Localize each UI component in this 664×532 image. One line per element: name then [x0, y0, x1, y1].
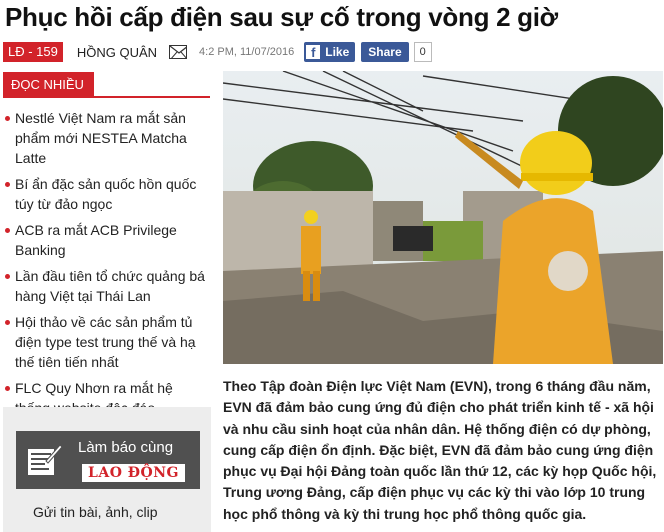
- most-read-header: [3, 72, 210, 98]
- list-item[interactable]: Bí ẩn đặc sản quốc hồn quốc túy từ đảo ngọc: [3, 174, 210, 214]
- facebook-f-icon: f: [306, 45, 320, 59]
- list-item[interactable]: Nestlé Việt Nam ra mắt sản phẩm mới NESTEA Matcha Latte: [3, 108, 210, 168]
- publish-time: 4:2 PM, 11/07/2016: [199, 46, 295, 58]
- facebook-like-button[interactable]: [304, 42, 355, 62]
- list-item[interactable]: Hội thảo về các sản phẩm tủ điện type test trung thế và hạ thế tiên tiến nhất: [3, 312, 210, 372]
- share-count: 0: [414, 42, 432, 62]
- promo-cta[interactable]: Gửi tin bài, ảnh, clip: [33, 504, 158, 520]
- most-read-list: [3, 108, 210, 418]
- article-lead: Theo Tập đoàn Điện lực Việt Nam (EVN), trong 6 tháng đầu năm, EVN đã đảm bảo cung ứng đủ điện cho phát triển kinh tế - xã hội và nhu cầu sinh hoạt của nhân dân. Hệ thống điện có dự phòng, cung cấp điện ổn định. Đặc biệt, EVN đã đảm bảo cung ứng điện phục vụ Đại hội Đảng toàn quốc lần thứ 12, các kỳ họp Quốc hội, Trung ương Đảng, cấp điện phục vụ các kỳ thi vào lớp 10 trung học phổ thông và kỳ thi trung học phổ thông quốc gia.: [223, 378, 657, 522]
- article-photo: [223, 71, 663, 364]
- newspaper-pen-icon: [26, 441, 62, 479]
- promo-banner[interactable]: [16, 431, 200, 489]
- most-read-sidebar: [3, 72, 210, 424]
- list-item[interactable]: Lần đầu tiên tổ chức quảng bá hàng Việt tại Thái Lan: [3, 266, 210, 306]
- lao-dong-logo: LAO ĐỘNG: [82, 464, 185, 482]
- promo-title: Làm báo cùng: [78, 439, 174, 456]
- author-name[interactable]: HỒNG QUÂN: [76, 44, 158, 60]
- list-item[interactable]: ACB ra mắt ACB Privilege Banking: [3, 220, 210, 260]
- envelope-icon[interactable]: [169, 45, 187, 59]
- category-badge[interactable]: LĐ - 159: [3, 42, 63, 62]
- share-button[interactable]: Share: [361, 42, 408, 62]
- article-meta: [3, 41, 432, 63]
- contribute-promo[interactable]: [3, 407, 211, 532]
- most-read-heading: ĐỌC NHIỀU: [3, 72, 94, 98]
- list-item[interactable]: FLC Quy Nhơn ra mắt hệ: [3, 378, 210, 418]
- article-title: Phục hồi cấp điện sau sự cố trong vòng 2 giờ: [5, 2, 558, 32]
- like-label: Like: [325, 45, 350, 59]
